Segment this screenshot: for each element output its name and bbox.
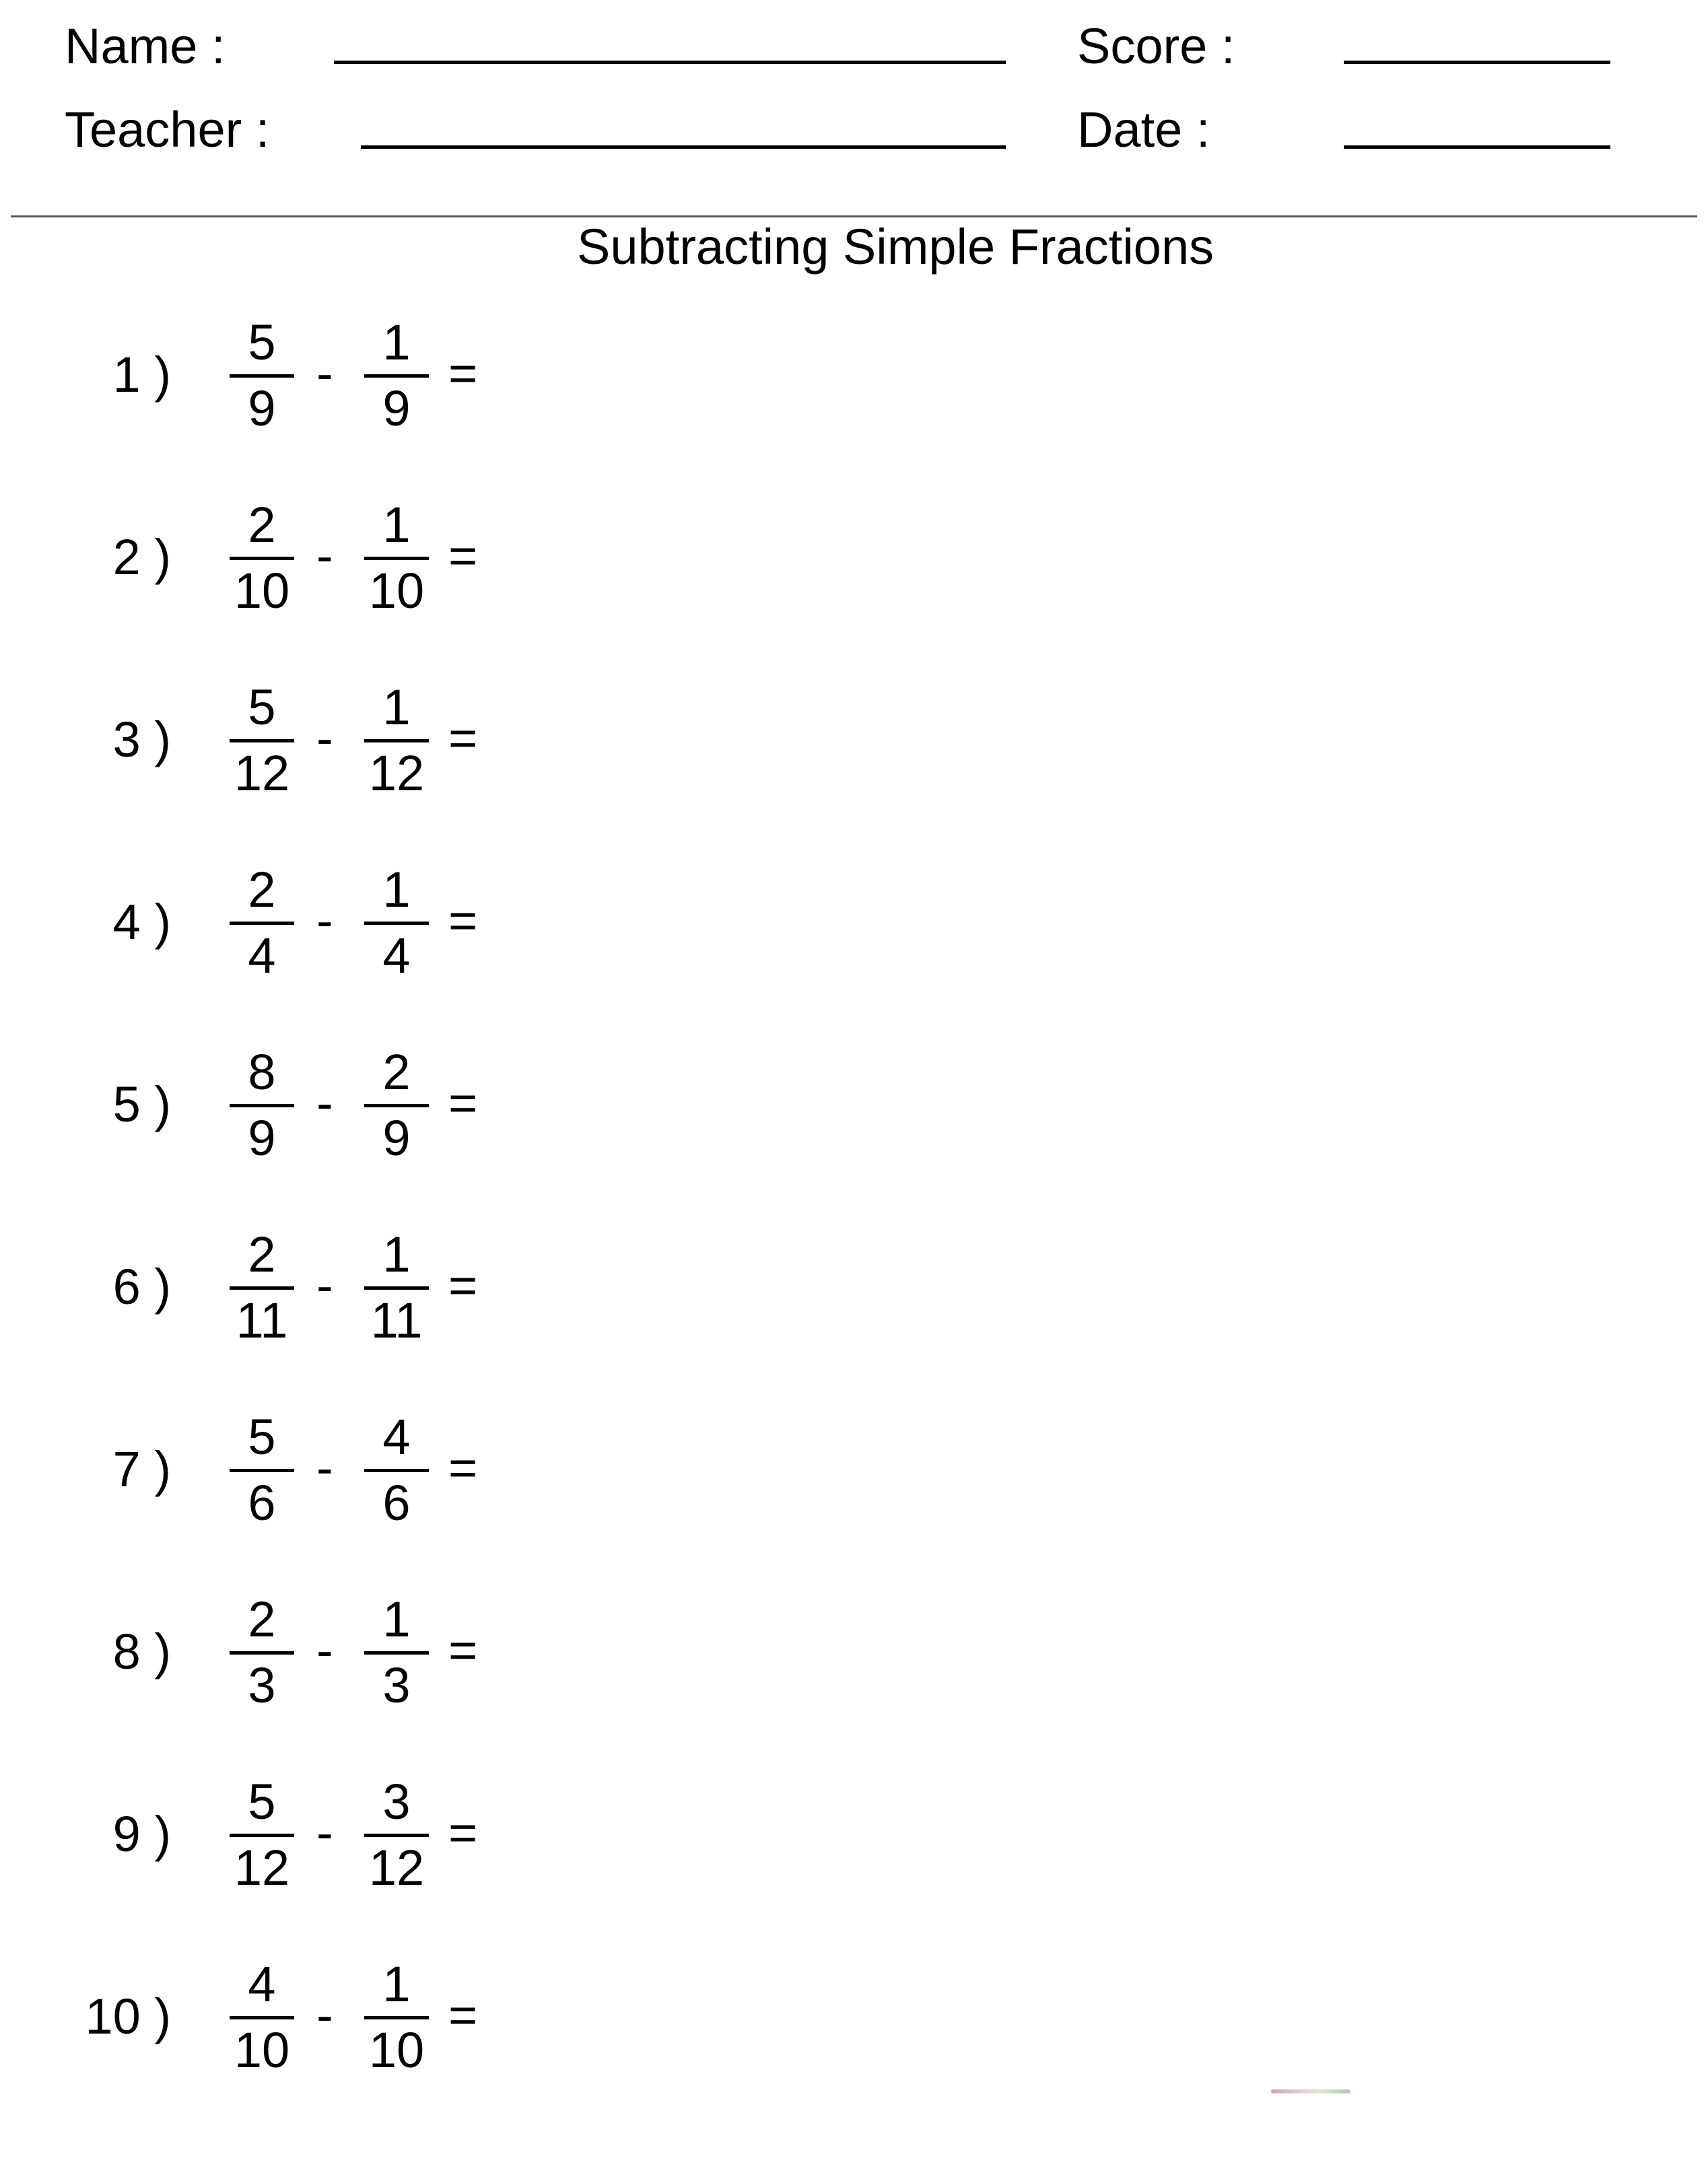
first-denominator: 6: [248, 1475, 276, 1531]
second-numerator: 4: [382, 1409, 411, 1465]
second-numerator: 2: [382, 1044, 411, 1100]
problem-row-5: [0, 1039, 606, 1174]
equals-sign: =: [448, 345, 478, 401]
first-fraction: [230, 492, 294, 627]
second-numerator: 1: [382, 1226, 411, 1282]
fraction-bar: [364, 557, 429, 560]
first-fraction: [230, 1039, 294, 1174]
fraction-bar: [230, 922, 294, 925]
second-fraction: [364, 857, 429, 992]
second-numerator: 1: [382, 862, 411, 917]
date-label: Date :: [1077, 102, 1210, 158]
equals-sign: =: [448, 710, 478, 766]
first-numerator: 5: [248, 314, 276, 370]
second-fraction: [364, 1404, 429, 1539]
fraction-bar: [364, 1104, 429, 1107]
fraction-bar: [230, 1104, 294, 1107]
first-numerator: 2: [248, 1226, 276, 1282]
first-denominator: 10: [234, 563, 290, 619]
fraction-bar: [230, 557, 294, 560]
second-fraction: [364, 1039, 429, 1174]
second-denominator: 10: [368, 2022, 425, 2078]
worksheet-title: Subtracting Simple Fractions: [577, 219, 1214, 275]
second-numerator: 1: [382, 1956, 411, 2012]
header-divider: [11, 215, 1697, 217]
fraction-bar: [230, 1469, 294, 1472]
second-fraction: [364, 1222, 429, 1356]
fraction-bar: [364, 1469, 429, 1472]
problem-row-6: [0, 1222, 606, 1356]
equals-sign: =: [448, 1440, 478, 1496]
problem-row-10: [0, 1951, 606, 2086]
problem-number: 4 ): [112, 894, 171, 950]
second-numerator: 1: [382, 497, 411, 553]
fraction-bar: [230, 1286, 294, 1290]
second-numerator: 1: [382, 679, 411, 735]
first-denominator: 11: [236, 1292, 288, 1348]
second-numerator: 1: [382, 1591, 411, 1647]
second-fraction: [364, 492, 429, 627]
problem-row-3: [0, 674, 606, 809]
name-field-line[interactable]: [334, 61, 1006, 64]
problem-number: 6 ): [112, 1259, 171, 1315]
second-fraction: [364, 310, 429, 444]
minus-sign: -: [316, 1622, 333, 1678]
minus-sign: -: [316, 1257, 333, 1313]
first-numerator: 5: [248, 1409, 276, 1465]
first-fraction: [230, 1222, 294, 1356]
second-fraction: [364, 1951, 429, 2086]
date-field-line[interactable]: [1344, 145, 1610, 149]
problem-row-2: [0, 492, 606, 627]
fraction-bar: [230, 1834, 294, 1837]
minus-sign: -: [316, 1440, 333, 1496]
first-numerator: 4: [248, 1956, 276, 2012]
first-numerator: 2: [248, 497, 276, 553]
first-numerator: 5: [248, 1774, 276, 1830]
problem-row-9: [0, 1769, 606, 1904]
second-denominator: 6: [382, 1475, 411, 1531]
first-numerator: 8: [248, 1044, 276, 1100]
second-denominator: 11: [370, 1292, 423, 1348]
problem-row-4: [0, 857, 606, 992]
first-fraction: [230, 310, 294, 444]
second-denominator: 4: [382, 928, 411, 983]
problem-number: 5 ): [112, 1076, 171, 1132]
equals-sign: =: [448, 1805, 478, 1861]
fraction-bar: [364, 2016, 429, 2019]
problem-number: 10 ): [85, 1988, 171, 2044]
problem-number: 1 ): [112, 347, 171, 403]
equals-sign: =: [448, 1257, 478, 1313]
problem-number: 9 ): [112, 1806, 171, 1862]
problem-number: 8 ): [112, 1624, 171, 1679]
first-fraction: [230, 674, 294, 809]
fraction-bar: [364, 1286, 429, 1290]
fraction-bar: [364, 739, 429, 742]
first-denominator: 10: [234, 2022, 290, 2078]
second-fraction: [364, 674, 429, 809]
equals-sign: =: [448, 893, 478, 948]
second-numerator: 3: [382, 1774, 411, 1830]
name-label: Name :: [65, 18, 226, 74]
score-label: Score :: [1077, 18, 1235, 74]
minus-sign: -: [316, 1805, 333, 1861]
first-denominator: 9: [248, 1110, 276, 1166]
problem-number: 2 ): [112, 529, 171, 585]
fraction-bar: [364, 922, 429, 925]
first-denominator: 12: [234, 745, 290, 801]
second-denominator: 10: [368, 563, 425, 619]
minus-sign: -: [316, 345, 333, 401]
second-denominator: 9: [382, 1110, 411, 1166]
fraction-bar: [364, 1834, 429, 1837]
first-fraction: [230, 1404, 294, 1539]
fraction-bar: [230, 2016, 294, 2019]
second-fraction: [364, 1587, 429, 1721]
problem-number: 7 ): [112, 1441, 171, 1497]
first-fraction: [230, 1769, 294, 1904]
second-denominator: 12: [368, 745, 425, 801]
fraction-bar: [364, 374, 429, 378]
problem-row-1: [0, 310, 606, 444]
second-denominator: 12: [368, 1840, 425, 1896]
first-denominator: 4: [248, 928, 276, 983]
first-denominator: 3: [248, 1657, 276, 1713]
equals-sign: =: [448, 528, 478, 584]
second-numerator: 1: [382, 314, 411, 370]
fraction-bar: [230, 374, 294, 378]
first-numerator: 2: [248, 862, 276, 917]
second-fraction: [364, 1769, 429, 1904]
minus-sign: -: [316, 710, 333, 766]
first-numerator: 5: [248, 679, 276, 735]
equals-sign: =: [448, 1075, 478, 1131]
first-denominator: 12: [234, 1840, 290, 1896]
first-numerator: 2: [248, 1591, 276, 1647]
first-fraction: [230, 1951, 294, 2086]
problem-row-7: [0, 1404, 606, 1539]
equals-sign: =: [448, 1987, 478, 2043]
first-fraction: [230, 1587, 294, 1721]
minus-sign: -: [316, 1987, 333, 2043]
problem-number: 3 ): [112, 712, 171, 767]
first-denominator: 9: [248, 380, 276, 436]
minus-sign: -: [316, 893, 333, 948]
minus-sign: -: [316, 1075, 333, 1131]
equals-sign: =: [448, 1622, 478, 1678]
second-denominator: 9: [382, 380, 411, 436]
minus-sign: -: [316, 528, 333, 584]
teacher-label: Teacher :: [65, 102, 270, 158]
teacher-field-line[interactable]: [361, 145, 1006, 149]
second-denominator: 3: [382, 1657, 411, 1713]
scan-mark: [1271, 2089, 1351, 2093]
fraction-bar: [230, 739, 294, 742]
problem-row-8: [0, 1587, 606, 1721]
first-fraction: [230, 857, 294, 992]
fraction-bar: [364, 1651, 429, 1655]
score-field-line[interactable]: [1344, 61, 1610, 64]
fraction-bar: [230, 1651, 294, 1655]
